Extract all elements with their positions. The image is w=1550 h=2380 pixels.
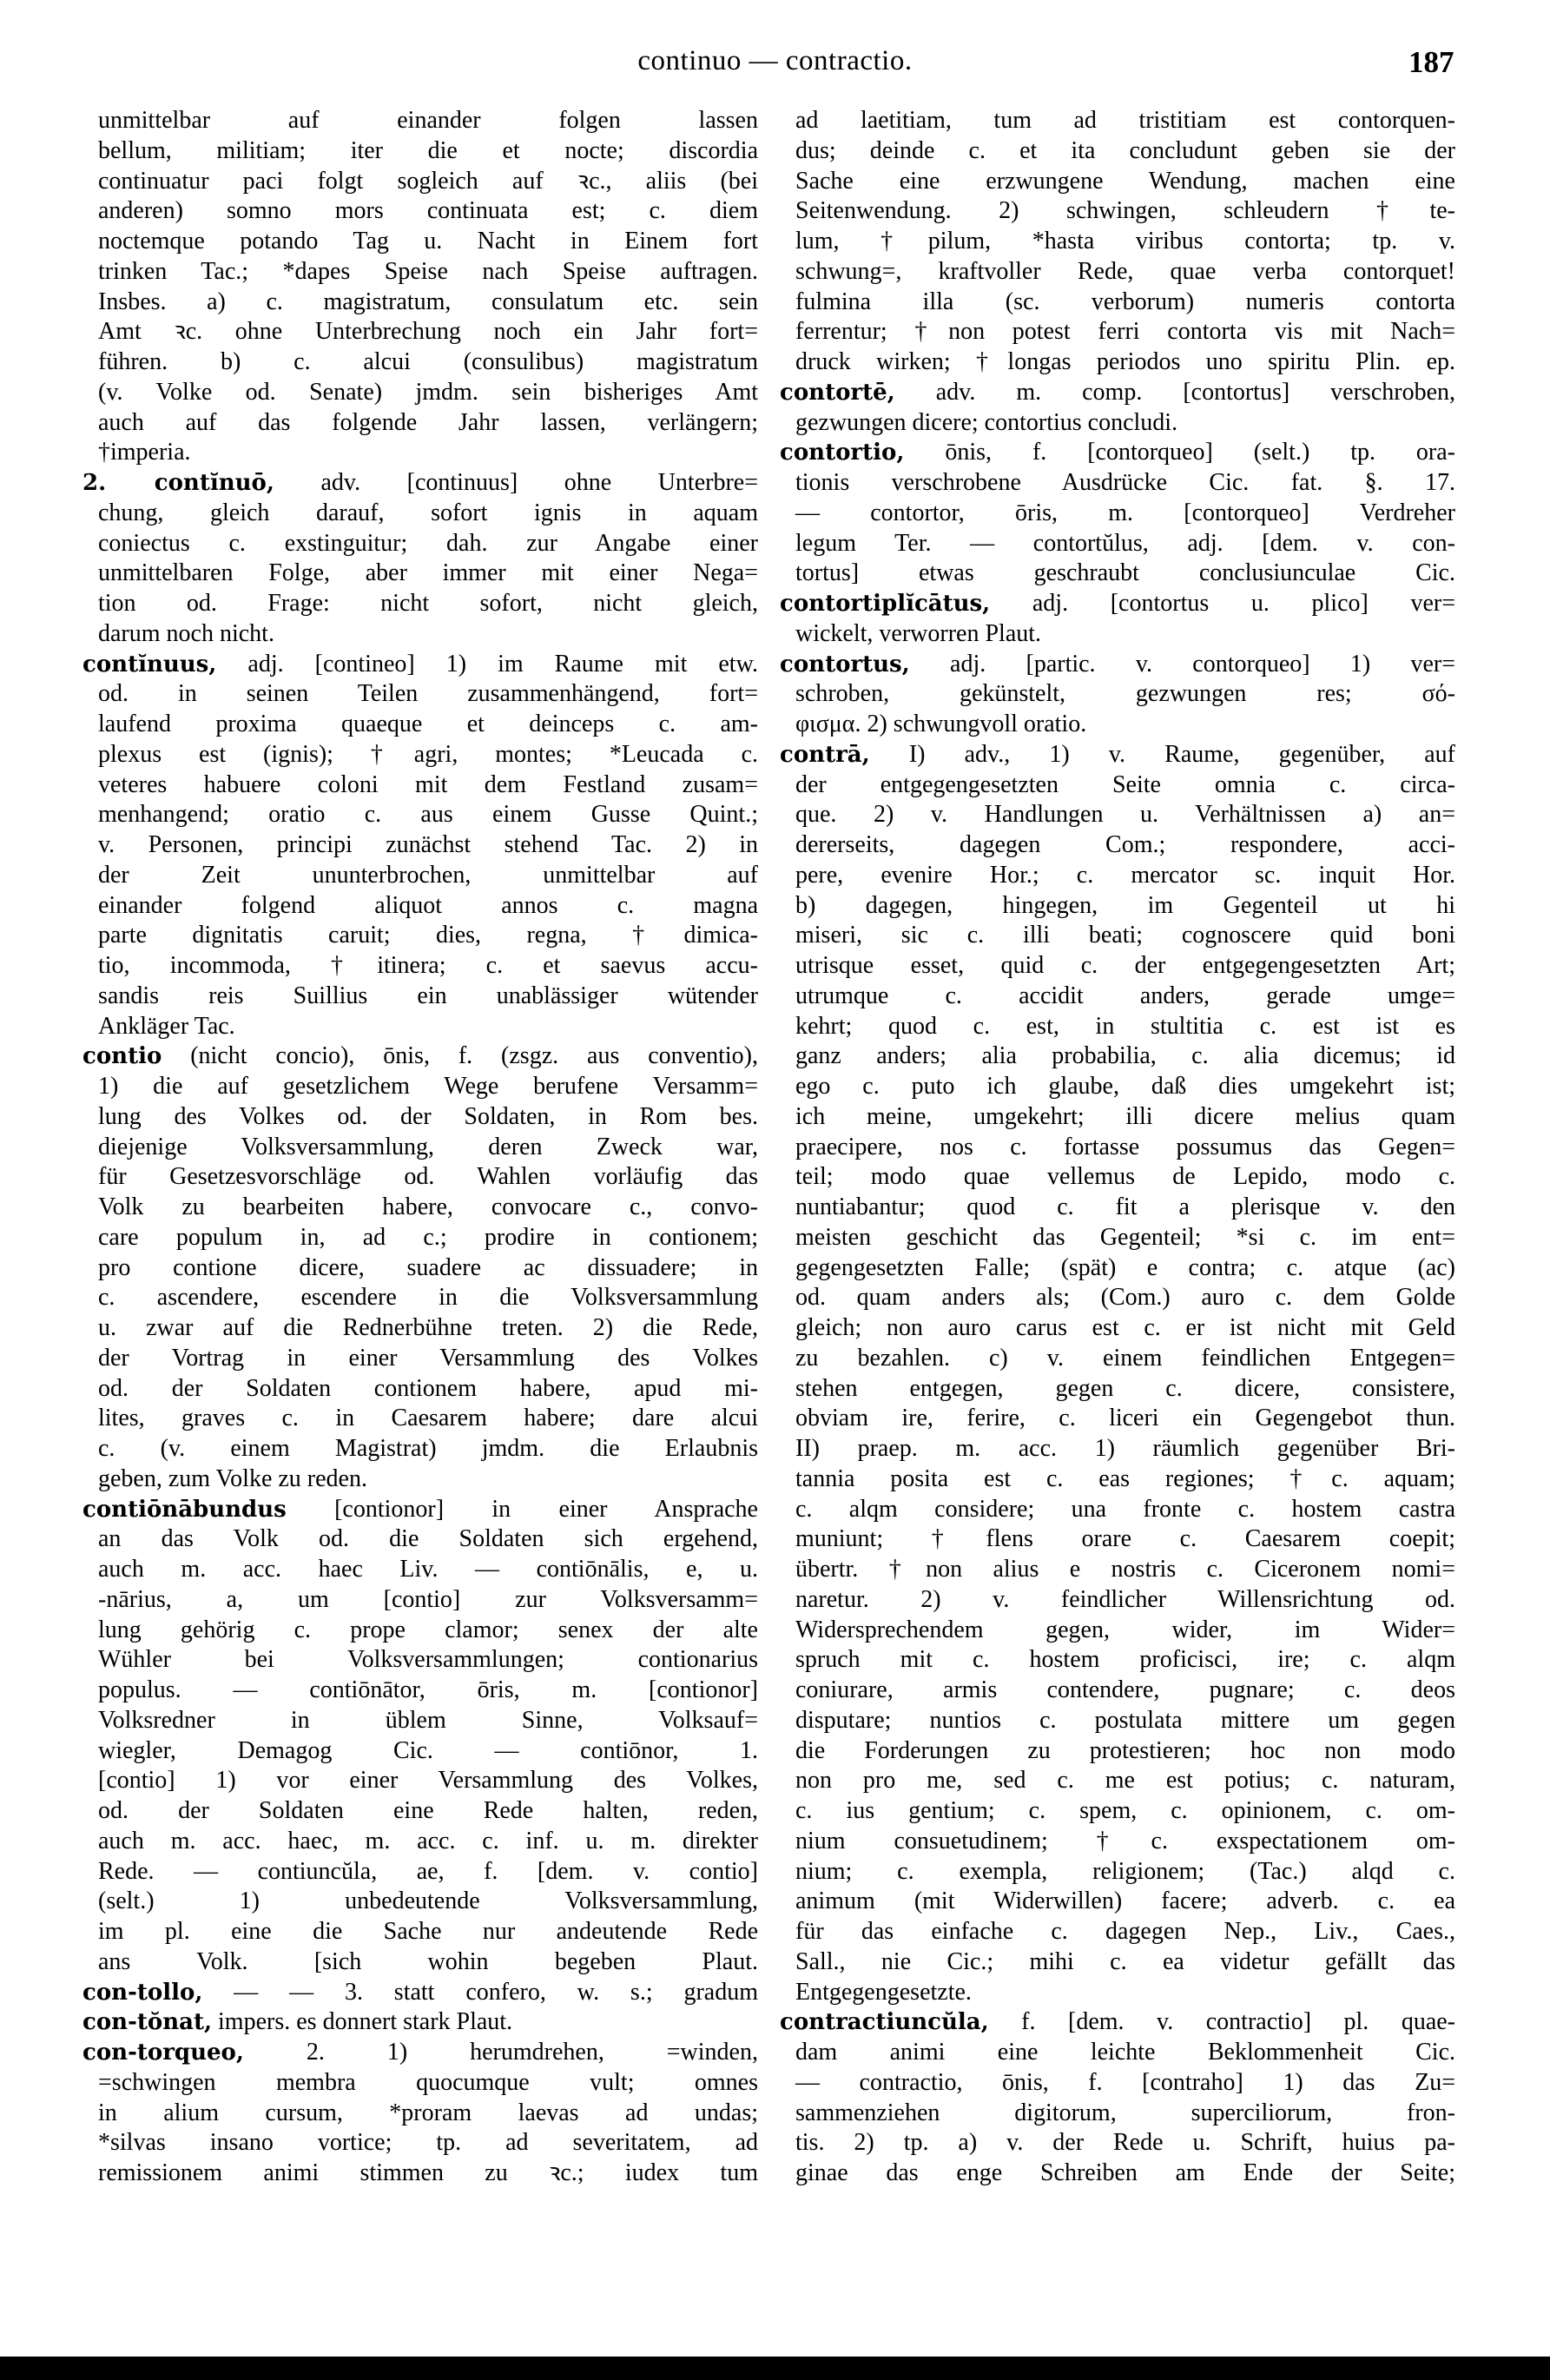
text-line bbox=[82, 167, 758, 197]
line-text: †imperia. bbox=[98, 439, 191, 466]
line-text: lum, †pilum, *hasta viribus contorta; tp. v. bbox=[795, 228, 1455, 255]
line-text: menhangend; oratio c. aus einem Gusse Quint.; bbox=[98, 801, 758, 829]
text-line bbox=[780, 1524, 1455, 1555]
line-text: bellum, militiam; iter die et nocte; discordia bbox=[98, 136, 758, 164]
text-line bbox=[82, 1313, 758, 1344]
line-text: teil; modo quae vellemus de Lepido, modo c. bbox=[795, 1163, 1455, 1191]
line-text: plexus est (ignis); †agri, montes; *Leucada c. bbox=[98, 740, 758, 768]
text-line bbox=[780, 1313, 1455, 1344]
text-line bbox=[780, 499, 1455, 529]
dictionary-entry-start bbox=[780, 378, 1455, 408]
text-line bbox=[82, 1616, 758, 1646]
line-text: tis. 2) tp. a) v. der Rede u. Schrift, huius pa- bbox=[795, 2129, 1455, 2157]
line-text: muniunt; †flens orare c. Caesarem coepit; bbox=[795, 1525, 1455, 1553]
line-text: Wühler bei Volksversammlungen; contionarius bbox=[98, 1646, 758, 1674]
line-text: im pl. eine die Sache nur andeutende Rede bbox=[98, 1918, 758, 1945]
line-text: nium; c. exempla, religionem; (Tac.) alqd c. bbox=[795, 1857, 1455, 1885]
text-line bbox=[780, 1404, 1455, 1434]
headword: contortē, bbox=[780, 379, 895, 406]
line-text: tio, incommoda, †itinera; c. et saevus accu- bbox=[98, 952, 758, 979]
text-line bbox=[780, 2128, 1455, 2159]
right-column bbox=[780, 106, 1455, 2189]
line-text: für Gesetzesvorschläge od. Wahlen vorläufig das bbox=[98, 1163, 758, 1191]
line-text: lites, graves c. in Caesarem habere; dare alcui bbox=[98, 1405, 758, 1432]
line-text: darum noch nicht. bbox=[98, 619, 274, 647]
dictionary-entry-start bbox=[780, 650, 1455, 680]
line-text: anderen) somno mors continuata est; c. diem bbox=[98, 197, 758, 225]
scan-edge-bar bbox=[0, 2357, 1550, 2380]
line-text: od. der Soldaten contionem habere, apud mi- bbox=[98, 1374, 758, 1402]
line-text: ego c. puto ich glaube, daß dies umgekehrt ist; bbox=[795, 1073, 1455, 1100]
text-line bbox=[780, 2099, 1455, 2129]
line-text: an das Volk od. die Soldaten sich ergehend, bbox=[98, 1525, 758, 1553]
text-line bbox=[82, 347, 758, 378]
line-text: Volk zu bearbeiten habere, convocare c., convo- bbox=[98, 1193, 758, 1220]
line-text: diejenige Volksversammlung, deren Zweck war, bbox=[98, 1133, 758, 1160]
line-text: adj. [contortus u. plico] ver= bbox=[990, 590, 1455, 617]
line-text: unmittelbaren Folge, aber immer mit einer Nega= bbox=[98, 559, 758, 587]
text-line bbox=[82, 800, 758, 830]
line-text: nuntiabantur; quod c. fit a plerisque v. den bbox=[795, 1193, 1455, 1220]
line-text: gegengesetzten Falle; (spät) e contra; c. atque (ac) bbox=[795, 1253, 1455, 1281]
line-text: populus. — contiōnātor, ōris, m. [contionor] bbox=[98, 1676, 758, 1703]
line-text: auch m. acc. haec Liv. — contiōnālis, e, u. bbox=[98, 1556, 758, 1583]
text-line bbox=[82, 1102, 758, 1133]
text-line bbox=[780, 1917, 1455, 1947]
line-text: continuatur paci folgt sogleich auf ꝛc., aliis (bei bbox=[98, 167, 758, 195]
text-line bbox=[82, 830, 758, 861]
dictionary-entry-start bbox=[82, 468, 758, 499]
text-line bbox=[780, 891, 1455, 922]
text-line bbox=[780, 106, 1455, 136]
text-line bbox=[82, 1374, 758, 1405]
text-line bbox=[780, 1344, 1455, 1374]
line-text: 2. 1) herumdrehen, =winden, bbox=[243, 2039, 758, 2066]
line-text: schroben, gekünstelt, gezwungen res; σό- bbox=[795, 680, 1455, 708]
line-text: laufend proxima quaeque et deinceps c. am- bbox=[98, 711, 758, 737]
line-text: Rede. — contiuncŭla, ae, f. [dem. v. contio] bbox=[98, 1857, 758, 1885]
text-line bbox=[780, 1495, 1455, 1525]
headword: contractiuncŭla, bbox=[780, 2009, 989, 2036]
line-text: — contortor, ōris, m. [contorqueo] Verdreher bbox=[795, 499, 1455, 526]
line-text: auch m. acc. haec, m. acc. c. inf. u. m. direkter bbox=[98, 1827, 758, 1854]
line-text: — — 3. statt confero, w. s.; gradum bbox=[202, 1978, 758, 2006]
text-line bbox=[82, 559, 758, 589]
text-line bbox=[82, 1193, 758, 1223]
text-line bbox=[82, 589, 758, 619]
headword: 2. contĭnuō, bbox=[82, 470, 274, 496]
line-text: Sall., nie Cic.; mihi c. ea videtur gefällt das bbox=[795, 1947, 1455, 1975]
text-line bbox=[780, 1072, 1455, 1102]
line-text: ans Volk. [sich wohin begeben Plaut. bbox=[98, 1947, 758, 1975]
headword: contiōnābundus bbox=[82, 1496, 287, 1523]
line-text: für das einfache c. dagegen Nep., Liv., Caes., bbox=[795, 1918, 1455, 1945]
line-text: übertr. †non alius e nostris c. Ciceronem nomi= bbox=[795, 1556, 1455, 1583]
line-text: unmittelbar auf einander folgen lassen bbox=[98, 107, 758, 134]
line-text: ganz anders; alia probabilia, c. alia dicemus; id bbox=[795, 1042, 1455, 1070]
page-header bbox=[0, 45, 1550, 85]
line-text: utrumque c. accidit anders, gerade umge= bbox=[795, 982, 1455, 1009]
dictionary-entry-start bbox=[780, 740, 1455, 770]
line-text: adv. m. comp. [contortus] verschroben, bbox=[894, 378, 1455, 406]
text-line bbox=[780, 921, 1455, 951]
text-line bbox=[780, 1645, 1455, 1676]
line-text: pere, evenire Hor.; c. mercator sc. inquit Hor. bbox=[795, 861, 1455, 889]
text-line bbox=[780, 1223, 1455, 1253]
text-line bbox=[780, 2038, 1455, 2068]
text-line bbox=[780, 1464, 1455, 1495]
line-text: noctemque potando Tag u. Nacht in Einem fort bbox=[98, 228, 758, 255]
text-line bbox=[82, 921, 758, 951]
text-line bbox=[780, 1555, 1455, 1585]
text-line bbox=[82, 196, 758, 227]
text-line bbox=[780, 770, 1455, 801]
text-line bbox=[82, 2128, 758, 2159]
line-text: kehrt; quod c. est, in stultitia c. est ist es bbox=[795, 1012, 1455, 1040]
text-line bbox=[82, 740, 758, 770]
text-line bbox=[82, 2099, 758, 2129]
line-text: b) dagegen, hingegen, im Gegenteil ut hi bbox=[795, 891, 1455, 919]
line-text: Volksredner in üblem Sinne, Volksauf= bbox=[98, 1706, 758, 1734]
line-text: tion od. Frage: nicht sofort, nicht gleich, bbox=[98, 590, 758, 617]
text-line bbox=[780, 1887, 1455, 1917]
dictionary-entry-start bbox=[82, 650, 758, 680]
line-text: fulmina illa (sc. verborum) numeris contorta bbox=[795, 288, 1455, 315]
text-line bbox=[82, 891, 758, 922]
line-text: nium consuetudinem; †c. exspectationem om- bbox=[795, 1827, 1455, 1854]
text-line bbox=[780, 1736, 1455, 1767]
line-text: Sache eine erzwungene Wendung, machen eine bbox=[795, 167, 1455, 195]
text-line bbox=[780, 1978, 1455, 2008]
text-line bbox=[82, 1645, 758, 1676]
text-line bbox=[780, 1102, 1455, 1133]
line-text: adv. [continuus] ohne Unterbre= bbox=[274, 469, 758, 496]
line-text: tortus] etwas geschraubt conclusiunculae Cic. bbox=[795, 559, 1455, 587]
left-column bbox=[82, 106, 758, 2189]
text-line bbox=[82, 770, 758, 801]
headword: contrā, bbox=[780, 741, 870, 768]
line-text: tionis verschrobene Ausdrücke Cic. fat. §. 17. bbox=[795, 469, 1455, 496]
line-text: care populum in, ad c.; prodire in contionem; bbox=[98, 1223, 758, 1251]
text-line bbox=[82, 1524, 758, 1555]
text-line bbox=[82, 1947, 758, 1978]
line-text: coniectus c. exstinguitur; dah. zur Angabe einer bbox=[98, 529, 758, 557]
line-text: trinken Tac.; *dapes Speise nach Speise auftragen. bbox=[98, 257, 758, 285]
headword: con-tŏnat, bbox=[82, 2009, 213, 2036]
line-text: Seitenwendung. 2) schwingen, schleudern †te- bbox=[795, 197, 1455, 225]
text-line bbox=[82, 1344, 758, 1374]
line-text: der entgegengesetzten Seite omnia c. circa- bbox=[795, 770, 1455, 798]
line-text: wickelt, verworren Plaut. bbox=[795, 619, 1042, 647]
line-text: lung des Volkes od. der Soldaten, in Rom bes. bbox=[98, 1102, 758, 1130]
dictionary-entry-start bbox=[82, 2007, 758, 2038]
text-line bbox=[82, 288, 758, 318]
text-line bbox=[82, 1917, 758, 1947]
line-text: f. [dem. v. contractio] pl. quae- bbox=[988, 2008, 1455, 2036]
line-text: miseri, sic c. illi beati; cognoscere quid boni bbox=[795, 922, 1455, 949]
text-line bbox=[780, 1193, 1455, 1223]
page-number: 187 bbox=[1408, 45, 1454, 79]
dictionary-entry-start bbox=[82, 1978, 758, 2008]
text-line bbox=[780, 1434, 1455, 1464]
line-text: veteres habuere coloni mit dem Festland zusam= bbox=[98, 770, 758, 798]
text-line bbox=[780, 317, 1455, 347]
text-line bbox=[780, 1253, 1455, 1284]
line-text: remissionem animi stimmen zu ꝛc.; iudex tum bbox=[98, 2159, 758, 2186]
line-text: lung gehörig c. prope clamor; senex der alte bbox=[98, 1616, 758, 1643]
text-line bbox=[82, 1555, 758, 1585]
line-text: pro contione dicere, suadere ac dissuadere; in bbox=[98, 1253, 758, 1281]
text-line bbox=[82, 408, 758, 439]
text-line bbox=[780, 196, 1455, 227]
line-text: die Forderungen zu protestieren; hoc non modo bbox=[795, 1736, 1455, 1764]
text-line bbox=[780, 1706, 1455, 1736]
line-text: (v. Volke od. Senate) jmdm. sein bisheriges Amt bbox=[98, 378, 758, 406]
text-line bbox=[780, 679, 1455, 710]
line-text: stehen entgegen, gegen c. dicere, consistere, bbox=[795, 1374, 1455, 1402]
line-text: 1) die auf gesetzlichem Wege berufene Versamm= bbox=[98, 1073, 758, 1100]
text-line bbox=[780, 1676, 1455, 1706]
text-line bbox=[82, 1162, 758, 1193]
text-line bbox=[780, 227, 1455, 257]
line-text: auch auf das folgende Jahr lassen, verlängern; bbox=[98, 408, 758, 436]
text-line bbox=[82, 529, 758, 559]
text-line bbox=[82, 438, 758, 468]
line-text: der Zeit ununterbrochen, unmittelbar auf bbox=[98, 861, 758, 889]
line-text: [contionor] in einer Ansprache bbox=[286, 1495, 758, 1523]
line-text: u. zwar auf die Rednerbühne treten. 2) die Rede, bbox=[98, 1314, 758, 1341]
text-line bbox=[780, 257, 1455, 288]
line-text: c. ius gentium; c. spem, c. opinionem, c. om- bbox=[795, 1797, 1455, 1824]
text-line bbox=[82, 257, 758, 288]
text-line bbox=[82, 499, 758, 529]
line-text: ōnis, f. [contorqueo] (selt.) tp. ora- bbox=[904, 439, 1455, 466]
text-line bbox=[780, 1374, 1455, 1405]
text-line bbox=[780, 529, 1455, 559]
line-text: disputare; nuntios c. postulata mittere um gegen bbox=[795, 1706, 1455, 1734]
dictionary-entry-start bbox=[82, 1495, 758, 1525]
line-text: geben, zum Volke zu reden. bbox=[98, 1464, 367, 1492]
line-text: druck wirken; †longas periodos uno spiritu Plin. ep. bbox=[795, 348, 1455, 375]
line-text: schwung=, kraftvoller Rede, quae verba contorquet! bbox=[795, 257, 1455, 285]
text-line bbox=[780, 167, 1455, 197]
line-text: c. alqm considere; una fronte c. hostem castra bbox=[795, 1495, 1455, 1523]
line-text: utrisque esset, quid c. der entgegengesetzten Art; bbox=[795, 952, 1455, 979]
text-line bbox=[780, 1162, 1455, 1193]
text-line bbox=[780, 559, 1455, 589]
text-line bbox=[780, 800, 1455, 830]
line-text: führen. b) c. alcui (consulibus) magistratum bbox=[98, 348, 758, 375]
line-text: sammenziehen digitorum, superciliorum, fron- bbox=[795, 2099, 1455, 2126]
line-text: meisten geschicht das Gegenteil; *si c. im ent= bbox=[795, 1223, 1455, 1251]
line-text: dererseits, dagegen Com.; respondere, acci- bbox=[795, 831, 1455, 858]
text-line bbox=[82, 227, 758, 257]
line-text: adj. [contineo] 1) im Raume mit etw. bbox=[216, 650, 758, 678]
text-line bbox=[82, 951, 758, 982]
text-line bbox=[82, 317, 758, 347]
text-line bbox=[82, 982, 758, 1012]
text-line bbox=[82, 1857, 758, 1887]
text-line bbox=[780, 982, 1455, 1012]
text-line bbox=[82, 1072, 758, 1102]
text-line bbox=[780, 1283, 1455, 1313]
line-text: wiegler, Demagog Cic. — contiōnor, 1. bbox=[98, 1736, 758, 1764]
text-line bbox=[780, 1796, 1455, 1827]
text-line bbox=[780, 1012, 1455, 1042]
text-line bbox=[780, 861, 1455, 891]
line-text: Insbes. a) c. magistratum, consulatum etc. sein bbox=[98, 288, 758, 315]
headword: contio bbox=[82, 1043, 162, 1070]
text-line bbox=[82, 861, 758, 891]
line-text: ich meine, umgekehrt; illi dicere melius quam bbox=[795, 1102, 1455, 1130]
line-text: (nicht concio), ōnis, f. (zsgz. aus conventio), bbox=[162, 1042, 758, 1070]
line-text: od. der Soldaten eine Rede halten, reden, bbox=[98, 1797, 758, 1824]
dictionary-entry-start bbox=[82, 2038, 758, 2068]
line-text: od. quam anders als; (Com.) auro c. dem Golde bbox=[795, 1284, 1455, 1312]
line-text: (selt.) 1) unbedeutende Volksversammlung, bbox=[98, 1887, 758, 1915]
text-line bbox=[780, 1947, 1455, 1978]
text-line bbox=[82, 2068, 758, 2099]
text-line bbox=[82, 378, 758, 408]
line-text: einander folgend aliquot annos c. magna bbox=[98, 891, 758, 919]
text-line bbox=[82, 1887, 758, 1917]
text-line bbox=[82, 1464, 758, 1495]
text-line bbox=[780, 1616, 1455, 1646]
line-text: — contractio, ōnis, f. [contraho] 1) das Zu= bbox=[795, 2068, 1455, 2096]
text-line bbox=[82, 1585, 758, 1616]
dictionary-entry-start bbox=[780, 438, 1455, 468]
line-text: der Vortrag in einer Versammlung des Volkes bbox=[98, 1344, 758, 1372]
text-line bbox=[82, 619, 758, 650]
text-line bbox=[780, 1827, 1455, 1857]
line-text: II) praep. m. acc. 1) räumlich gegenüber Bri- bbox=[795, 1435, 1455, 1462]
text-line bbox=[780, 1585, 1455, 1616]
line-text: c. (v. einem Magistrat) jmdm. die Erlaubnis bbox=[98, 1435, 758, 1462]
headword: contortio, bbox=[780, 440, 905, 466]
line-text: ad laetitiam, tum ad tristitiam est contorquen- bbox=[795, 107, 1455, 134]
text-line bbox=[780, 1766, 1455, 1796]
text-line bbox=[82, 136, 758, 167]
text-line bbox=[82, 1223, 758, 1253]
text-line bbox=[82, 710, 758, 740]
line-text: coniurare, armis contendere, pugnare; c. deos bbox=[795, 1676, 1455, 1703]
text-line bbox=[82, 106, 758, 136]
line-text: =schwingen membra quocumque vult; omnes bbox=[98, 2068, 758, 2096]
headword: con-tollo, bbox=[82, 1979, 203, 2006]
text-line bbox=[82, 1133, 758, 1163]
line-text: -nārius, a, um [contio] zur Volksversamm= bbox=[98, 1585, 758, 1613]
running-head: continuo — contractio. bbox=[637, 45, 913, 76]
line-text: tannia posita est c. eas regiones; †c. aquam; bbox=[795, 1464, 1455, 1492]
text-line bbox=[780, 951, 1455, 982]
dictionary-entry-start bbox=[780, 589, 1455, 619]
line-text: naretur. 2) v. feindlicher Willensrichtung od. bbox=[795, 1585, 1455, 1613]
line-text: Amt ꝛc. ohne Unterbrechung noch ein Jahr fort= bbox=[98, 318, 758, 346]
dictionary-entry-start bbox=[780, 2007, 1455, 2038]
line-text: *silvas insano vortice; tp. ad severitatem, ad bbox=[98, 2129, 758, 2157]
text-line bbox=[780, 830, 1455, 861]
line-text: dam animi eine leichte Beklommenheit Cic. bbox=[795, 2039, 1455, 2066]
text-line bbox=[780, 2159, 1455, 2189]
text-line bbox=[82, 1404, 758, 1434]
line-text: dus; deinde c. et ita concludunt geben sie der bbox=[795, 136, 1455, 164]
text-line bbox=[82, 1676, 758, 1706]
line-text: v. Personen, principi zunächst stehend Tac. 2) in bbox=[98, 831, 758, 858]
headword: contĭnuus, bbox=[82, 651, 217, 678]
line-text: impers. es donnert stark Plaut. bbox=[212, 2008, 513, 2036]
line-text: adj. [partic. v. contorqueo] 1) ver= bbox=[909, 650, 1455, 678]
text-line bbox=[780, 1133, 1455, 1163]
text-line bbox=[780, 619, 1455, 650]
text-line bbox=[780, 2068, 1455, 2099]
text-line bbox=[82, 1283, 758, 1313]
text-line bbox=[82, 1253, 758, 1284]
line-text: spruch mit c. hostem proficisci, ire; c. alqm bbox=[795, 1646, 1455, 1674]
text-line bbox=[780, 408, 1455, 439]
text-line bbox=[82, 1796, 758, 1827]
text-line bbox=[82, 1706, 758, 1736]
line-text: que. 2) v. Handlungen u. Verhältnissen a) an= bbox=[795, 801, 1455, 829]
line-text: praecipere, nos c. fortasse possumus das Gegen= bbox=[795, 1133, 1455, 1160]
text-line bbox=[780, 468, 1455, 499]
text-line bbox=[780, 1041, 1455, 1072]
line-text: animum (mit Widerwillen) facere; adverb. c. ea bbox=[795, 1887, 1455, 1915]
headword: contortus, bbox=[780, 651, 910, 678]
text-line bbox=[82, 1736, 758, 1767]
line-text: ginae das enge Schreiben am Ende der Seite; bbox=[795, 2159, 1455, 2186]
text-line bbox=[780, 710, 1455, 740]
line-text: Ankläger Tac. bbox=[98, 1012, 235, 1040]
dictionary-entry-start bbox=[82, 1041, 758, 1072]
line-text: Widersprechendem gegen, wider, im Wider= bbox=[795, 1616, 1455, 1643]
line-text: obviam ire, ferire, c. liceri ein Gegengebot thun. bbox=[795, 1405, 1455, 1432]
text-line bbox=[82, 2159, 758, 2189]
text-line bbox=[82, 1434, 758, 1464]
headword: con-torqueo, bbox=[82, 2040, 244, 2066]
line-text: Entgegengesetzte. bbox=[795, 1978, 972, 2006]
text-line bbox=[780, 136, 1455, 167]
line-text: parte dignitatis caruit; dies, regna, †dimica- bbox=[98, 922, 758, 949]
line-text: φισμα. 2) schwungvoll oratio. bbox=[795, 711, 1087, 737]
line-text: od. in seinen Teilen zusammenhängend, fort= bbox=[98, 680, 758, 708]
text-line bbox=[780, 347, 1455, 378]
line-text: I) adv., 1) v. Raume, gegenüber, auf bbox=[869, 740, 1455, 768]
headword: contortiplĭcātus, bbox=[780, 591, 991, 617]
line-text: gezwungen dicere; contortius concludi. bbox=[795, 408, 1178, 436]
line-text: sandis reis Suillius ein unablässiger wütender bbox=[98, 982, 758, 1009]
line-text: [contio] 1) vor einer Versammlung des Volkes, bbox=[98, 1767, 758, 1795]
text-line bbox=[780, 1857, 1455, 1887]
line-text: legum Ter. — contortŭlus, adj. [dem. v. con- bbox=[795, 529, 1455, 557]
line-text: ferrentur; †non potest ferri contorta vis mit Nach= bbox=[795, 318, 1455, 346]
line-text: gleich; non auro carus est c. er ist nicht mit Geld bbox=[795, 1314, 1455, 1341]
text-line bbox=[82, 679, 758, 710]
line-text: non pro me, sed c. me est potius; c. naturam, bbox=[795, 1767, 1455, 1795]
line-text: c. ascendere, escendere in die Volksversammlung bbox=[98, 1284, 758, 1312]
line-text: in alium cursum, *proram laevas ad undas; bbox=[98, 2099, 758, 2126]
text-line bbox=[82, 1012, 758, 1042]
text-line bbox=[82, 1766, 758, 1796]
text-line bbox=[780, 288, 1455, 318]
line-text: zu bezahlen. c) v. einem feindlichen Entgegen= bbox=[795, 1344, 1455, 1372]
line-text: chung, gleich darauf, sofort ignis in aquam bbox=[98, 499, 758, 526]
text-line bbox=[82, 1827, 758, 1857]
